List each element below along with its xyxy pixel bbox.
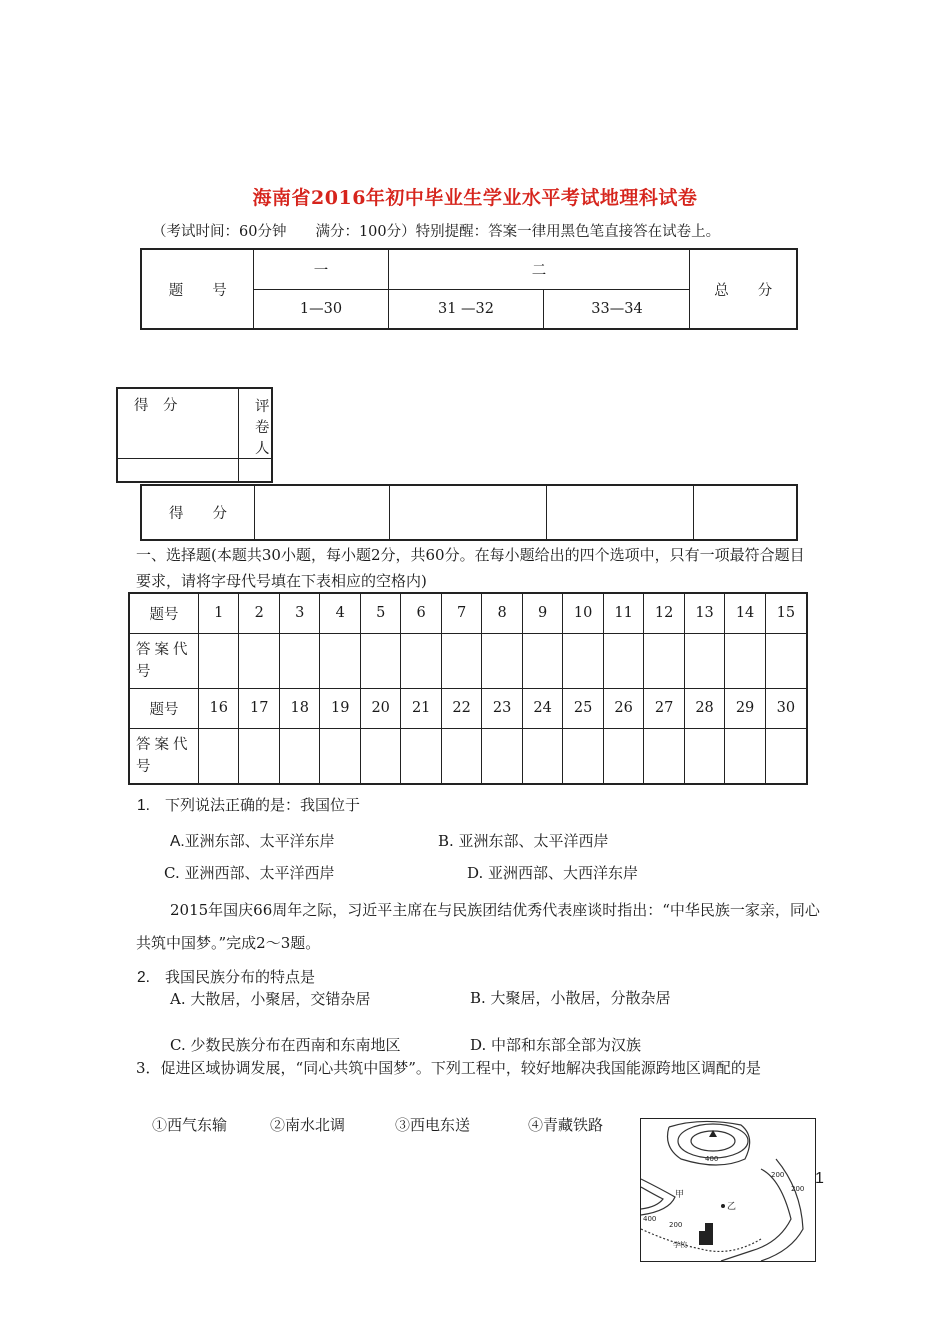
question-number-cell: 23 <box>482 688 522 728</box>
school-building-icon <box>705 1223 713 1245</box>
range-1-30: 1—30 <box>254 289 388 329</box>
answer-cell[interactable] <box>401 633 441 688</box>
range-31-32: 31 —32 <box>388 289 544 329</box>
question-number: 1. <box>137 797 150 814</box>
question-number-cell: 15 <box>765 593 807 633</box>
score-cell-total[interactable] <box>694 485 798 540</box>
q1-option-b: B. 亚洲东部、太平洋西岸 <box>438 832 609 850</box>
question-number-cell: 4 <box>320 593 360 633</box>
answer-table-num-label: 题号 <box>129 593 199 633</box>
question-number-cell: 1 <box>199 593 239 633</box>
answer-cell[interactable] <box>603 728 643 784</box>
answer-cell[interactable] <box>563 728 603 784</box>
section-one-header: 一 <box>254 249 388 289</box>
question-number-cell: 24 <box>522 688 562 728</box>
question-number-cell: 2 <box>239 593 279 633</box>
question-number-cell: 21 <box>401 688 441 728</box>
q3-option-4: ④青藏铁路 <box>528 1116 604 1134</box>
answer-table-answer-label: 答案代号 <box>129 633 199 688</box>
question-number-cell: 13 <box>684 593 724 633</box>
question-number-cell: 27 <box>644 688 684 728</box>
option-letter: A. <box>170 833 185 850</box>
contour-label: 400 <box>643 1215 657 1223</box>
score-summary-table <box>140 248 798 330</box>
answer-cell[interactable] <box>320 633 360 688</box>
answer-cell[interactable] <box>441 633 481 688</box>
contour-label: 200 <box>791 1185 805 1193</box>
score-cell-3[interactable] <box>547 485 694 540</box>
question-number-cell: 29 <box>725 688 765 728</box>
grader-score-cell[interactable] <box>117 459 239 483</box>
question-number-cell: 8 <box>482 593 522 633</box>
contour-map-svg <box>641 1119 815 1261</box>
exam-title: 海南省2016年初中毕业生学业水平考试地理科试卷 <box>252 187 698 209</box>
grader-name-cell[interactable] <box>239 459 273 483</box>
section-one-intro: 一、选择题(本题共30小题，每小题2分，共60分。在每小题给出的四个选项中，只有一项最符合题目要求，请将字母代号填在下表相应的空格内) <box>136 546 805 590</box>
passage-text: 2015年国庆66周年之际，习近平主席在与民族团结优秀代表座谈时指出：“中华民族一家亲，同心共筑中国梦。”完成2～3题。 <box>136 901 820 952</box>
question-stem: 下列说法正确的是：我国位于 <box>165 796 361 814</box>
question-number-cell: 20 <box>360 688 400 728</box>
question-number-cell: 18 <box>279 688 319 728</box>
question-number-cell: 14 <box>725 593 765 633</box>
question-1 <box>137 792 360 818</box>
answer-cell[interactable] <box>765 633 807 688</box>
score-cell-1[interactable] <box>255 485 390 540</box>
q2-option-d: D. 中部和东部全部为汉族 <box>470 1036 642 1054</box>
question-number-cell: 3 <box>279 593 319 633</box>
question-number-cell: 26 <box>603 688 643 728</box>
defen-label: 得 分 <box>141 485 255 540</box>
score-row-table <box>140 484 798 541</box>
answer-cell[interactable] <box>603 633 643 688</box>
question-number-cell: 10 <box>563 593 603 633</box>
question-number-cell: 17 <box>239 688 279 728</box>
grader-box <box>116 387 273 483</box>
question-number-cell: 16 <box>199 688 239 728</box>
school-building-icon <box>699 1231 705 1245</box>
answer-cell[interactable] <box>563 633 603 688</box>
question-number-cell: 12 <box>644 593 684 633</box>
answer-cell[interactable] <box>279 728 319 784</box>
contour-line <box>641 1187 663 1209</box>
answer-cell[interactable] <box>320 728 360 784</box>
question-number-cell: 28 <box>684 688 724 728</box>
answer-table-num-label: 题号 <box>129 688 199 728</box>
q3-option-1: ①西气东输 <box>152 1116 228 1134</box>
section-two-header: 二 <box>388 249 690 289</box>
q1-option-a <box>170 828 335 855</box>
school-label: 学校 <box>673 1241 687 1249</box>
answer-cell[interactable] <box>725 633 765 688</box>
contour-label: 200 <box>669 1221 683 1229</box>
answer-cell[interactable] <box>239 633 279 688</box>
answer-cell[interactable] <box>360 728 400 784</box>
tihao-label: 题 号 <box>141 249 254 329</box>
point-yi-icon <box>721 1204 725 1208</box>
answer-cell[interactable] <box>765 728 807 784</box>
question-number-cell: 7 <box>441 593 481 633</box>
answer-cell[interactable] <box>684 728 724 784</box>
answer-cell[interactable] <box>522 633 562 688</box>
answer-table-answer-label: 答案代号 <box>129 728 199 784</box>
answer-cell[interactable] <box>644 633 684 688</box>
point-jia-label: 甲 <box>675 1190 685 1200</box>
contour-map <box>640 1118 816 1262</box>
question-number-cell: 25 <box>563 688 603 728</box>
answer-table <box>128 592 808 785</box>
question-number-cell: 5 <box>360 593 400 633</box>
answer-cell[interactable] <box>725 728 765 784</box>
page-number: 1 <box>815 1170 824 1187</box>
question-number-cell: 11 <box>603 593 643 633</box>
question-number-cell: 19 <box>320 688 360 728</box>
answer-cell[interactable] <box>401 728 441 784</box>
answer-cell[interactable] <box>279 633 319 688</box>
question-number-cell: 30 <box>765 688 807 728</box>
answer-cell[interactable] <box>199 728 239 784</box>
contour-line <box>721 1169 791 1261</box>
question-number-cell: 6 <box>401 593 441 633</box>
grader-score-label: 得 分 <box>117 388 239 459</box>
q3-option-3: ③西电东送 <box>395 1116 471 1134</box>
question-stem: 我国民族分布的特点是 <box>165 968 316 986</box>
q3-option-2: ②南水北调 <box>270 1116 346 1134</box>
exam-subtitle: （考试时间：60分钟 满分：100分）特别提醒：答案一律用黑色笔直接答在试卷上。 <box>152 224 721 240</box>
option-text: 亚洲东部、太平洋东岸 <box>184 832 335 850</box>
question-3-stem: 3．促进区域协调发展，“同心共筑中国梦”。下列工程中，较好地解决我国能源跨地区调配的是 <box>136 1059 761 1077</box>
answer-cell[interactable] <box>644 728 684 784</box>
q2-option-b: B. 大聚居，小散居，分散杂居 <box>470 989 671 1007</box>
q2-option-c: C. 少数民族分布在西南和东南地区 <box>170 1036 401 1054</box>
grader-name-label: 评卷人 <box>239 388 273 459</box>
answer-cell[interactable] <box>441 728 481 784</box>
answer-cell[interactable] <box>199 633 239 688</box>
question-number-cell: 22 <box>441 688 481 728</box>
total-label: 总 分 <box>690 249 797 329</box>
q2-option-a: A. 大散居，小聚居，交错杂居 <box>170 990 371 1008</box>
answer-cell[interactable] <box>522 728 562 784</box>
answer-cell[interactable] <box>684 633 724 688</box>
range-33-34: 33—34 <box>544 289 690 329</box>
score-cell-2[interactable] <box>390 485 547 540</box>
contour-label: 400 <box>705 1155 719 1163</box>
q1-option-c: C. 亚洲西部、太平洋西岸 <box>164 864 335 882</box>
contour-line <box>678 1124 748 1158</box>
question-number: 2. <box>137 969 150 986</box>
question-number-cell: 9 <box>522 593 562 633</box>
point-yi-label: 乙 <box>727 1202 737 1212</box>
answer-cell[interactable] <box>239 728 279 784</box>
answer-cell[interactable] <box>360 633 400 688</box>
q1-option-d: D. 亚洲西部、大西洋东岸 <box>467 864 639 882</box>
answer-cell[interactable] <box>482 728 522 784</box>
answer-cell[interactable] <box>482 633 522 688</box>
contour-label: 200 <box>771 1171 785 1179</box>
